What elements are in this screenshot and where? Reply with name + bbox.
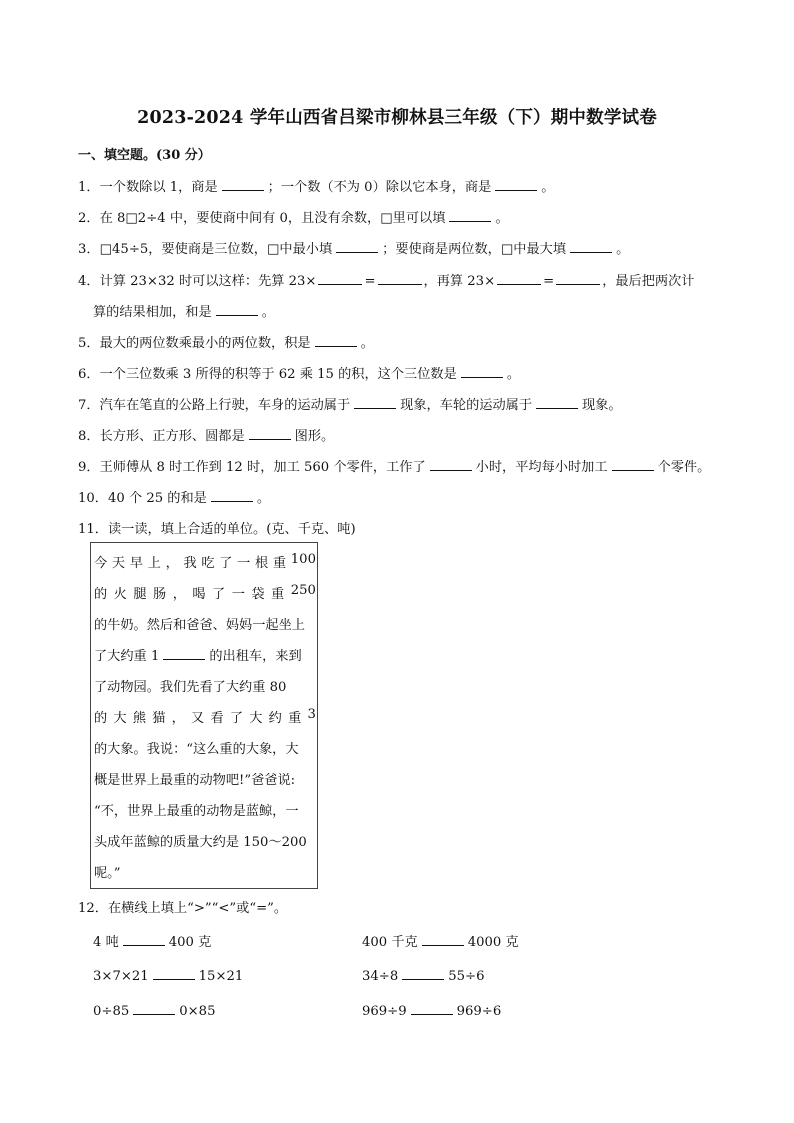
passage-line-1	[94, 552, 316, 571]
question-3	[78, 238, 629, 257]
answer-blank[interactable]	[497, 271, 541, 285]
question-text: 。	[506, 367, 520, 382]
question-text: 11．读一读，填上合适的单位。(克、千克、吨)	[78, 522, 356, 537]
reading-passage-box	[90, 542, 318, 889]
question-text: 6．一个三位数乘 3 所得的积等于 62 乘 15 的积，这个三位数是	[78, 367, 457, 382]
passage-char: 上	[147, 556, 161, 571]
answer-blank[interactable]	[556, 271, 600, 285]
compare-right: 400 克	[168, 935, 212, 950]
passage-char: 又	[191, 711, 205, 726]
question-8	[78, 425, 334, 444]
question-text: ；一个数（不为 0）除以它本身，商是	[267, 180, 492, 195]
passage-line-2	[94, 583, 316, 602]
compare-item	[93, 1001, 215, 1019]
question-text: 小时，平均每小时加工	[475, 460, 608, 475]
passage-char: 猫	[152, 711, 166, 726]
passage-line-5: 了动物园。我们先看了大约重 80	[94, 680, 287, 695]
passage-char: 重	[272, 556, 287, 571]
passage-char: 一	[231, 587, 245, 602]
passage-char: ，	[165, 556, 179, 571]
question-text: 。	[616, 242, 630, 257]
question-text: 2．在 8□2÷4 中，要使商中间有 0，且没有余数，□里可以填	[78, 211, 446, 226]
question-11	[78, 518, 356, 537]
passage-line-4	[94, 645, 316, 664]
passage-char: 喝	[192, 587, 206, 602]
answer-blank[interactable]	[570, 239, 612, 253]
answer-blank[interactable]	[402, 966, 444, 980]
answer-blank[interactable]	[222, 177, 264, 191]
question-5	[78, 332, 374, 351]
passage-char: 重	[271, 587, 285, 602]
compare-right: 0×85	[179, 1004, 216, 1019]
passage-char: 肠	[153, 587, 167, 602]
passage-line-9: “不，世界上最重的动物是蓝鲸，一	[94, 804, 299, 819]
passage-line-10: 头成年蓝鲸的质量大约是 150～200	[94, 835, 307, 850]
compare-item	[362, 1001, 501, 1019]
question-text: 5．最大的两位数乘最小的两位数，积是	[78, 336, 311, 351]
question-4-continued	[93, 301, 275, 320]
answer-blank[interactable]	[422, 932, 464, 946]
question-text: ，最后把两次计	[602, 274, 695, 289]
compare-right: 55÷6	[448, 969, 485, 984]
compare-left: 3×7×21	[93, 969, 149, 984]
question-4	[78, 270, 695, 289]
passage-char: 3	[307, 707, 316, 722]
question-text: 10．40 个 25 的和是	[78, 491, 207, 506]
passage-char: 火	[113, 587, 127, 602]
passage-char: 了	[229, 711, 244, 726]
passage-char: 根	[255, 556, 269, 571]
compare-left: 969÷9	[362, 1004, 407, 1019]
question-text: 1．一个数除以 1，商是	[78, 180, 218, 195]
passage-char: ，	[172, 587, 186, 602]
question-1	[78, 176, 554, 195]
passage-char: 100	[290, 552, 316, 567]
answer-blank[interactable]	[153, 966, 195, 980]
question-text: 算的结果相加，和是	[93, 305, 212, 320]
answer-blank[interactable]	[123, 932, 165, 946]
question-text: 个零件。	[657, 460, 711, 475]
passage-char: 今	[94, 556, 108, 571]
compare-item	[362, 931, 519, 950]
question-text: 。	[495, 211, 509, 226]
passage-char: ，	[171, 711, 185, 726]
compare-left: 4 吨	[93, 935, 119, 950]
passage-line-7: 的大象。我说：“这么重的大象，大	[94, 742, 299, 757]
question-9	[78, 456, 710, 475]
passage-line-11: 呢。”	[94, 866, 121, 881]
question-text: =	[543, 274, 555, 289]
answer-blank[interactable]	[378, 271, 422, 285]
question-text: 。	[261, 305, 275, 320]
answer-blank[interactable]	[318, 271, 362, 285]
passage-char: 重	[288, 711, 302, 726]
answer-blank[interactable]	[612, 457, 654, 471]
passage-line-6	[94, 707, 316, 726]
question-text: =	[364, 274, 376, 289]
answer-blank[interactable]	[461, 364, 503, 378]
answer-blank[interactable]	[163, 646, 205, 660]
passage-char: 大	[249, 711, 263, 726]
compare-item	[362, 966, 484, 984]
question-6	[78, 363, 520, 382]
question-10	[78, 487, 270, 506]
question-text: 7．汽车在笔直的公路上行驶，车身的运动属于	[78, 398, 351, 413]
question-text: 3．□45÷5，要使商是三位数，□中最小填	[78, 242, 333, 257]
question-text: 。	[256, 491, 271, 506]
passage-char: 早	[129, 556, 143, 571]
answer-blank[interactable]	[430, 457, 472, 471]
compare-right: 15×21	[198, 969, 244, 984]
question-text: 12．在横线上填上“>”“<”或“=”。	[78, 901, 288, 916]
passage-char: 我	[183, 556, 197, 571]
passage-line-3: 的牛奶。然后和爸爸、妈妈一起坐上	[94, 618, 305, 633]
answer-blank[interactable]	[354, 395, 396, 409]
passage-text: 的出租车，来到	[209, 649, 302, 664]
answer-blank[interactable]	[315, 333, 357, 347]
answer-blank[interactable]	[536, 395, 578, 409]
passage-text: 了大约重 1	[94, 649, 160, 664]
question-2	[78, 207, 509, 226]
passage-char: 的	[94, 711, 108, 726]
question-text: 现象，车轮的运动属于	[400, 398, 533, 413]
passage-char: 大	[113, 711, 127, 726]
question-text: 。	[360, 336, 374, 351]
question-text: 9．王师傅从 8 时工作到 12 时，加工 560 个零件，工作了	[78, 460, 426, 475]
passage-char: 腿	[133, 587, 147, 602]
answer-blank[interactable]	[133, 1001, 175, 1015]
passage-char: 熊	[132, 711, 146, 726]
compare-right: 969÷6	[456, 1004, 502, 1019]
question-text: 。	[541, 180, 555, 195]
compare-item	[93, 966, 243, 984]
answer-blank[interactable]	[449, 208, 491, 222]
section-heading: 一、填空题。(30 分）	[78, 148, 211, 163]
answer-blank[interactable]	[249, 426, 291, 440]
answer-blank[interactable]	[495, 177, 537, 191]
answer-blank[interactable]	[216, 302, 258, 316]
question-text: ，再算 23×	[423, 274, 496, 289]
passage-char: 了	[212, 587, 226, 602]
page-title: 2023-2024 学年山西省吕梁市柳林县三年级（下）期中数学试卷	[137, 108, 657, 128]
question-12	[78, 897, 287, 916]
compare-left: 34÷8	[362, 969, 399, 984]
passage-char: 一	[237, 556, 251, 571]
passage-char: 看	[210, 711, 224, 726]
passage-char: 了	[219, 556, 233, 571]
compare-left: 0÷85	[93, 1004, 130, 1019]
question-7	[78, 394, 622, 413]
answer-blank[interactable]	[411, 1001, 453, 1015]
passage-char: 吃	[201, 556, 215, 571]
passage-char: 天	[111, 556, 126, 571]
compare-right: 4000 克	[467, 935, 519, 950]
question-text: 4．计算 23×32 时可以这样：先算 23×	[78, 274, 317, 289]
question-text: 图形。	[294, 429, 335, 444]
answer-blank[interactable]	[336, 239, 378, 253]
passage-char: 约	[268, 711, 282, 726]
passage-char: 袋	[251, 587, 265, 602]
passage-char: 250	[290, 583, 316, 598]
passage-line-8: 概是世界上最重的动物吧!”爸爸说:	[94, 773, 296, 788]
passage-char: 的	[94, 587, 108, 602]
answer-blank[interactable]	[211, 488, 253, 502]
compare-item	[93, 931, 211, 950]
compare-left: 400 千克	[362, 935, 418, 950]
question-text: 现象。	[582, 398, 622, 413]
question-text: ；要使商是两位数，□中最大填	[382, 242, 567, 257]
question-text: 8．长方形、正方形、圆都是	[78, 429, 245, 444]
